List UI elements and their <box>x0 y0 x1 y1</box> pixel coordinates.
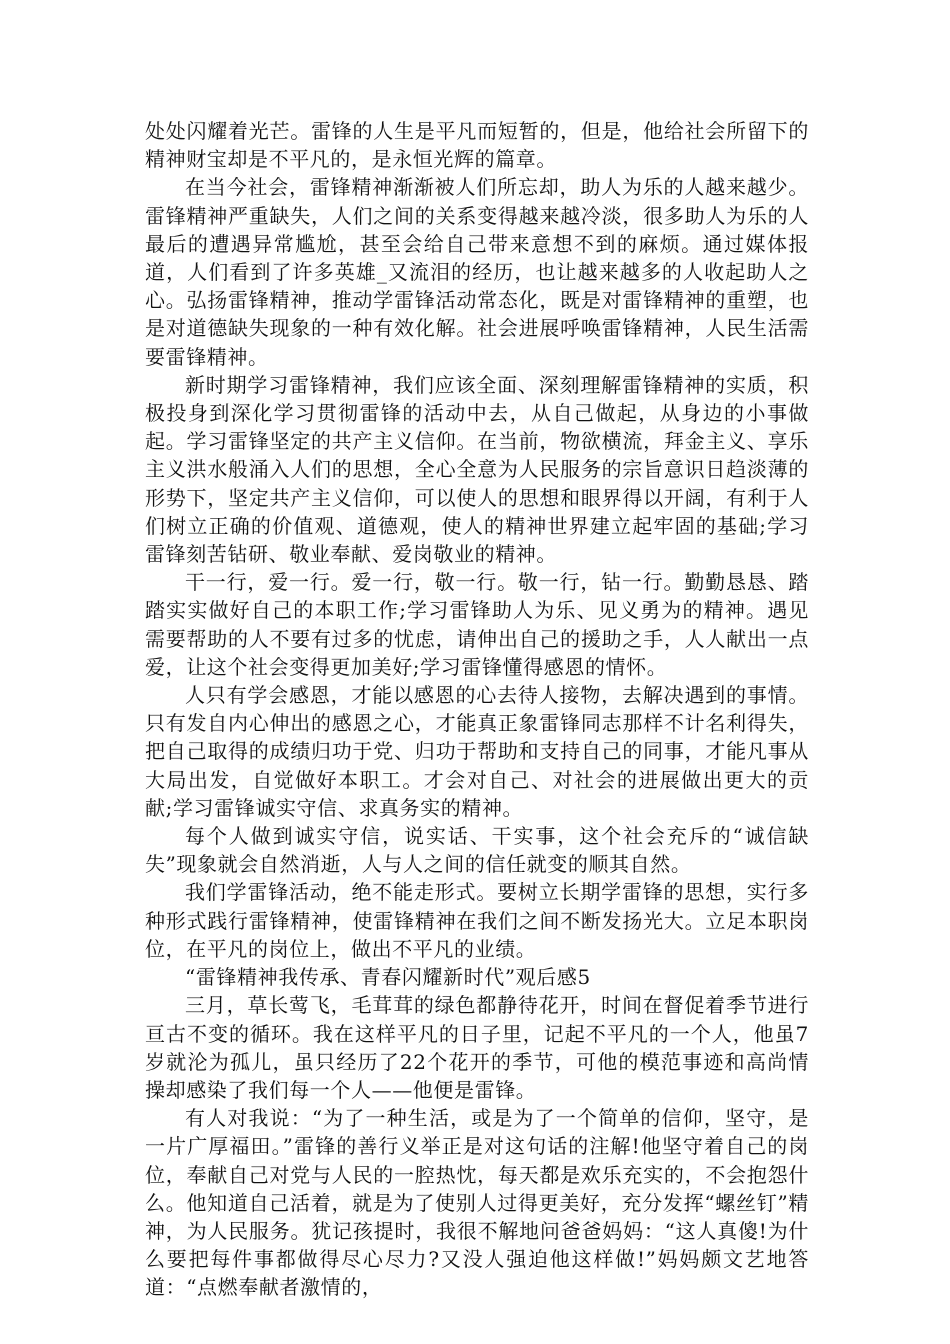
paragraph-5: 人只有学会感恩，才能以感恩的心去待人接物，去解决遇到的事情。只有发自内心伸出的感恩之心，才能真正象雷锋同志那样不计名利得失，把自己取得的成绩归功于党、归功于帮助和支持自己的同事，才能凡事从大局出发，自觉做好本职工。才会对自己、对社会的进展做出更大的贡献;学习雷锋诚实守信、求真务实的精神。 <box>145 683 809 820</box>
paragraph-4: 干一行，爱一行。爱一行，敬一行。敬一行，钻一行。勤勤恳恳、踏踏实实做好自己的本职工作;学习雷锋助人为乐、见义勇为的精神。遇见需要帮助的人不要有过多的忧虑，请伸出自己的援助之手，人人献出一点爱，让这个社会变得更加美好;学习雷锋懂得感恩的情怀。 <box>145 570 809 679</box>
paragraph-7: 我们学雷锋活动，绝不能走形式。要树立长期学雷锋的思想，实行多种形式践行雷锋精神，使雷锋精神在我们之间不断发扬光大。立足本职岗位，在平凡的岗位上，做出不平凡的业绩。 <box>145 880 809 961</box>
section-heading: “雷锋精神我传承、青春闪耀新时代”观后感5 <box>185 965 591 990</box>
document-body <box>145 117 809 1302</box>
paragraph-9: 三月，草长莺飞，毛茸茸的绿色都静待花开，时间在督促着季节进行亘古不变的循环。我在这样平凡的日子里，记起不平凡的一个人，他虽7岁就沦为孤儿，虽只经历了22个花开的季节，可他的模范事迹和高尚情操却感染了我们每一个人——他便是雷锋。 <box>145 993 809 1102</box>
paragraph-3: 新时期学习雷锋精神，我们应该全面、深刻理解雷锋精神的实质，积极投身到深化学习贯彻雷锋的活动中去，从自己做起，从身边的小事做起。学习雷锋坚定的共产主义信仰。在当前，物欲横流，拜金主义、享乐主义洪水般涌入人们的思想，全心全意为人民服务的宗旨意识日趋淡薄的形势下，坚定共产主义信仰，可以使人的思想和眼界得以开阔，有利于人们树立正确的价值观、道德观，使人的精神世界建立起牢固的基础;学习雷锋刻苦钻研、敬业奉献、爱岗敬业的精神。 <box>145 372 809 567</box>
paragraph-10: 有人对我说：“为了一种生活，或是为了一个简单的信仰，坚守，是一片广厚福田。”雷锋的善行义举正是对这句话的注解!他坚守着自己的岗位，奉献自己对党与人民的一腔热忱，每天都是欢乐充实的，不会抱怨什么。他知道自己活着，就是为了使别人过得更美好，充分发挥“螺丝钉”精神，为人民服务。犹记孩提时，我很不解地问爸爸妈妈：“这人真傻!为什么要把每件事都做得尽心尽力?又没人强迫他这样做!”妈妈颇文艺地答道：“点燃奉献者激情的， <box>145 1106 809 1300</box>
paragraph-1: 处处闪耀着光芒。雷锋的人生是平凡而短暂的，但是，他给社会所留下的精神财宝却是不平凡的，是永恒光辉的篇章。 <box>145 119 809 172</box>
paragraph-2: 在当今社会，雷锋精神渐渐被人们所忘却，助人为乐的人越来越少。雷锋精神严重缺失，人们之间的关系变得越来越冷淡，很多助人为乐的人最后的遭遇异常尴尬，甚至会给自己带来意想不到的麻烦。通过媒体报道，人们看到了许多英雄_又流泪的经历，也让越来越多的人收起助人之心。弘扬雷锋精神，推动学雷锋活动常态化，既是对雷锋精神的重塑，也是对道德缺失现象的一种有效化解。社会进展呼唤雷锋精神，人民生活需要雷锋精神。 <box>145 175 809 369</box>
paragraph-6: 每个人做到诚实守信，说实话、干实事，这个社会充斥的“诚信缺失”现象就会自然消逝，人与人之间的信任就变的顺其自然。 <box>145 824 809 877</box>
